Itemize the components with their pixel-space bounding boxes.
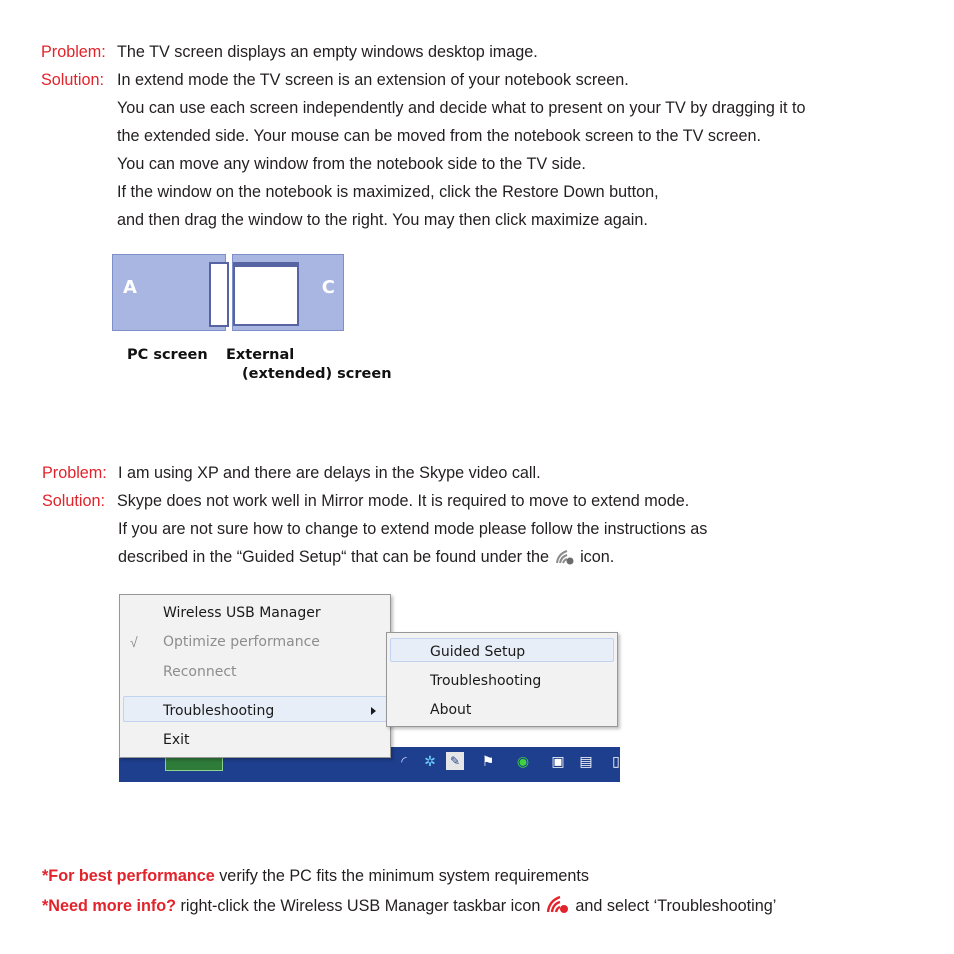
note-more-info-label: *Need more info? [42,897,177,915]
solution-line: Skype does not work well in Mirror mode. It is required to move to extend mode. [117,492,690,510]
caption-external: External [226,347,295,363]
monitor-tray-icon[interactable]: ▤ [579,753,593,769]
note-more-info [42,894,776,919]
window [233,262,299,326]
menu-item-reconnect[interactable]: Reconnect [163,664,237,680]
problem-text: The TV screen displays an empty windows desktop image. [117,43,538,61]
menu-item-exit[interactable]: Exit [163,732,190,748]
submenu-item-troubleshooting[interactable]: Troubleshooting [430,673,542,689]
screens-figure [108,246,433,392]
settings-tray-icon[interactable]: ✎ [446,752,464,770]
solution-label: Solution: [42,492,105,510]
submenu-arrow-icon [371,707,376,715]
wireless-usb-tray-icon[interactable]: ◜ [401,753,407,769]
note-more-info-text-end: and select ‘Troubleshooting’ [570,897,777,915]
caption-pc-screen: PC screen [127,347,208,363]
solution-line: In extend mode the TV screen is an extension of your notebook screen. [117,71,629,89]
submenu-item-guided-setup[interactable]: Guided Setup [430,644,526,660]
menu-item-troubleshooting[interactable]: Troubleshooting [163,703,275,719]
power-tray-icon[interactable]: ▯ [612,753,620,769]
note-best-performance-label: *For best performance [42,867,215,885]
screen-letter-c: C [321,277,335,298]
solution-line-text-end: icon. [580,548,615,566]
external-screen [232,254,344,331]
network-tray-icon[interactable]: ✲ [424,753,436,769]
problem-label: Problem: [42,464,107,482]
context-menu [119,594,391,758]
solution-line-text: described in the “Guided Setup“ that can be found under the [118,548,550,566]
window-edge [209,262,229,327]
caption-extended-screen: (extended) screen [242,366,392,382]
menu-item-wireless-usb-manager[interactable]: Wireless USB Manager [163,605,321,621]
note-best-performance [42,866,589,886]
flag-tray-icon[interactable]: ⚑ [481,753,495,769]
note-best-performance-text: verify the PC fits the minimum system requirements [214,867,589,885]
wireless-usb-icon [545,894,571,919]
pc-screen [112,254,226,331]
solution-line: If the window on the notebook is maximized, click the Restore Down button, [117,183,659,201]
context-menu-screenshot [119,594,621,783]
status-tray-icon[interactable]: ◉ [516,753,530,769]
note-more-info-text: right-click the Wireless USB Manager taskbar icon [176,897,541,915]
check-icon: √ [130,634,138,650]
solution-line: and then drag the window to the right. You may then click maximize again. [117,211,648,229]
screen-letter-a: A [123,277,137,298]
submenu-item-about[interactable]: About [430,702,472,718]
problem-text: I am using XP and there are delays in the Skype video call. [118,464,541,482]
solution-line: You can use each screen independently and decide what to present on your TV by dragging it to [117,99,806,117]
wireless-usb-icon [554,547,576,570]
solution-label: Solution: [41,71,104,89]
solution-line-with-icon [118,547,614,570]
display-tray-icon[interactable]: ▣ [551,753,565,769]
menu-item-optimize-performance[interactable]: Optimize performance [163,634,320,650]
problem-label: Problem: [41,43,106,61]
solution-line: If you are not sure how to change to extend mode please follow the instructions as [118,520,708,538]
solution-line: the extended side. Your mouse can be moved from the notebook screen to the TV screen. [117,127,762,145]
solution-line: You can move any window from the notebook side to the TV side. [117,155,586,173]
troubleshooting-submenu [386,632,618,727]
